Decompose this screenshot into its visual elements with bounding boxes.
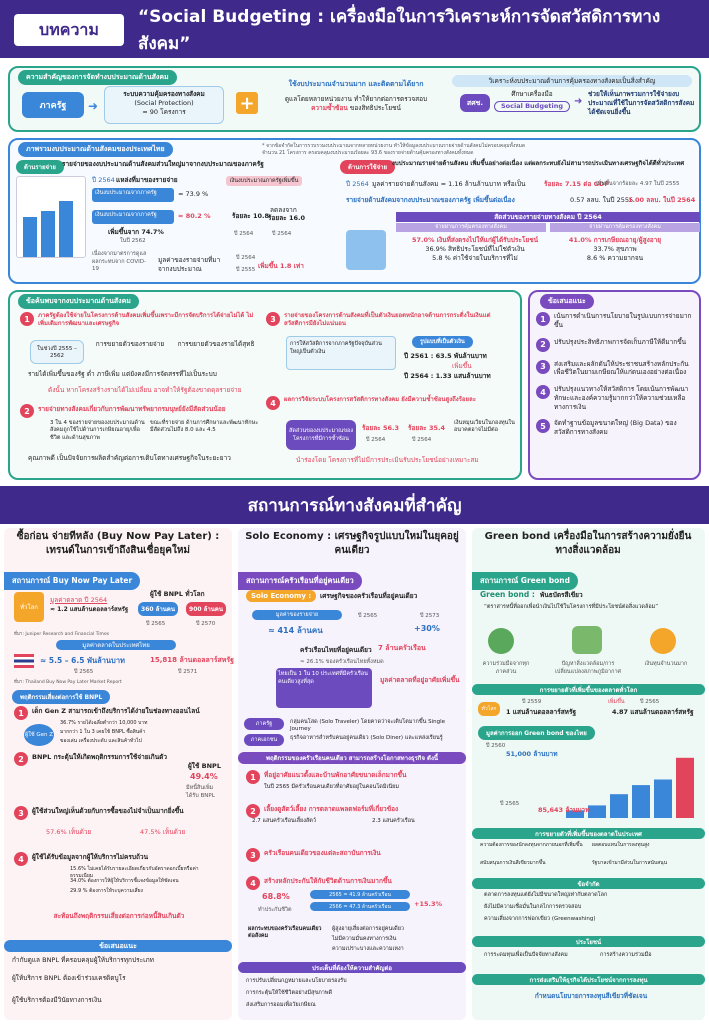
b1: ที่อยู่อาศัยแนวตั้งและบ้านพักอาศัยขนาดเล็กมากขึ้น	[264, 771, 407, 779]
sv: ≈ 414 ล้านคน	[268, 626, 323, 635]
tool-label: ศึกษาเครื่องมือ	[511, 90, 553, 98]
ch1: ความต้องการของนักลงทุนจากภายนอกที่เพิ่มขึ้น	[480, 842, 583, 848]
risk-num: 2	[14, 752, 28, 766]
r16-label: ลดลงจาก	[270, 206, 297, 214]
t1: ภาครัฐ	[244, 718, 284, 730]
th1y: ปี 2565	[74, 669, 94, 675]
warn: สะท้อนถึงพฤติกรรมเสี่ยงต่อการก่อหนี้สินเกินตัว	[53, 912, 185, 920]
r3a: 57.6% เห็นด้วย	[46, 828, 92, 836]
g-tag: ทั่วโลก	[478, 702, 500, 716]
findings-title: ข้อค้นพบจากงบประมาณด้านสังคม	[18, 294, 139, 309]
f2-b: ขณะที่รายจ่าย ด้านการศึกษาและพัฒนาทักษะ มีสัดส่วนไม่ถึง 8.0 และ 4.5	[150, 420, 259, 434]
b4: สร้างหลักประกันให้กับชีวิตด้านการเงินมากขึ้น	[264, 877, 392, 885]
plus-icon: +	[236, 92, 258, 114]
bnpl-sub: สถานการณ์ Buy Now Pay Later	[4, 572, 140, 590]
p3: ความเสี่ยงจากการฟอกเขียว (Greenwashing)	[484, 916, 596, 922]
sr1: 41.0% การเกษียณอายุ/ผู้สูงอายุ	[568, 236, 662, 244]
sp-sub: (Social Protection)	[134, 98, 194, 107]
r16: ร้อยละ 16.0	[268, 214, 305, 222]
p2555: ปี 2555	[236, 267, 256, 273]
r10: ร้อยละ 10.8	[232, 212, 269, 220]
source2-value: ≈ 80.2 %	[178, 212, 211, 220]
r2a: ผู้ใช้ BNPL	[188, 762, 221, 770]
i2: การกระตุ้นให้ใช้ชีวิตอย่างมีสุขภาพดี	[246, 990, 333, 996]
t2d: ธุรกิจอาหารสำหรับคนอยู่คนเดียว (Solo Diner) และแหล่งเรียนรู้	[290, 735, 443, 741]
g2v: 4.87 แสนล้านดอลลาร์สหรัฐ	[612, 708, 694, 716]
b3: ครัวเรือนคนเดียวของแต่ละสถาบันการเงิน	[264, 849, 381, 857]
kr3: ไทยเป็น 1 ใน 10 ประเทศที่มีครัวเรือนคนเดียวสูงที่สุด	[276, 668, 372, 708]
g-title: การขยายตัวที่เพิ่มขึ้นของตลาดทั่วโลก	[472, 684, 705, 695]
b4b: ทำประกันชีวิต	[258, 907, 292, 913]
u1y: ปี 2565	[146, 621, 166, 627]
arrow-icon: ➜	[88, 99, 99, 113]
th2: 15,818 ล้านดอลลาร์สหรัฐ	[150, 656, 234, 664]
finding-1: ภาครัฐต้องใช้จ่ายในโครงการด้านสังคมเพิ่มขึ้นเพราะมีการจัดบริการได้จ่ายไม่ได้ ไม่เพิ่มเติมการพัฒนาและเศรษฐกิจ	[38, 312, 254, 328]
th-chart-title: มูลค่าการออก Green bond ของไทย	[478, 726, 595, 740]
t1d: กลุ่มคนโสด (Solo Traveler) โดยคาดว่าจะเติบโตมากขึ้น Single Journey	[290, 719, 446, 733]
f1-a: การขยายตัวของรายจ่าย	[95, 340, 165, 348]
r2c: มีหนี้สินเพิ่ม	[186, 785, 214, 791]
thailand-flag-icon	[14, 654, 34, 668]
recs-list	[536, 312, 696, 437]
spend-title: รายจ่ายของงบประมาณด้านสังคมส่วนใหญ่มาจากงบประมาณของภาครัฐ	[62, 160, 264, 168]
f1-b: การขยายตัวของรายได้สุทธิ	[177, 340, 255, 348]
overview-note: * จากข้อจำกัดในการรวบรวมงบประมาณจากหลายหน่วยงาน ทำให้ข้อมูลงบประมาณรายจ่ายด้านสังคมไม่ครอบคลุมทั้งหมด	[262, 143, 526, 149]
solo-badge: Solo Economy :	[246, 590, 316, 602]
f1-note2: ดังนั้น หากโครงสร้างรายได้ไม่เปลี่ยน อาจทำให้รัฐต้องขาดดุลรายจ่าย	[48, 386, 242, 394]
rec-item: ปรับปรุงประสิทธิภาพการจัดเก็บภาษีให้ดีมากขึ้น	[554, 337, 687, 346]
r1c: ของเล่น เครื่องประดับ และสินค้าทั่วไป	[60, 738, 142, 744]
th-v1: 51,000 ล้านบาท	[506, 750, 558, 758]
right-title: วิเคราะห์งบประมาณด้านการคุ้มครองทางสังคมเป็นสิ่งสำคัญ	[452, 75, 692, 87]
usage-pill: ด้านการใช้จ่าย	[340, 160, 395, 174]
r4: ผู้ใช้ได้รับข้อมูลจากผู้ให้บริการไม่ครบถ้วน	[32, 853, 149, 861]
risk-title: พฤติกรรมเสี่ยงต่อการใช้ BNPL	[12, 690, 110, 704]
ry2: ปี 2564	[272, 231, 292, 237]
beh-title: พฤติกรรมของครัวเรือนคนเดียว สามารถสร้างโอกาสทางธุรกิจ ดังนี้	[238, 752, 466, 764]
bnpl-global-badge: ทั่วโลก	[14, 592, 44, 622]
gov-increase: เงินงบประมาณภาครัฐเพิ่มขึ้น	[226, 176, 302, 186]
mini-bar	[59, 201, 73, 257]
f3-a: การให้สวัสดิการจากภาครัฐปัจจุบันส่วนใหญ่เป็นตัวเงิน	[286, 336, 396, 370]
rec-item: เน้นการดำเนินการนโยบายในรูปแบบการจ่ายมากขึ้น	[554, 312, 692, 329]
grow-year: ในปี 2562	[120, 238, 146, 244]
r2d: ได้รับ BNPL	[186, 793, 215, 799]
b4e: +15.3%	[414, 900, 442, 908]
u2: 900 ล้านคน	[186, 602, 226, 616]
source1-value: ≈ 73.9 %	[178, 190, 209, 198]
bnpl-src: ที่มา: Juniper Research and Financial Times	[14, 632, 110, 637]
prob-title: ข้อจำกัด	[472, 878, 705, 889]
chart-bar	[610, 794, 628, 818]
u2y: ปี 2570	[196, 621, 216, 627]
u1: 360 ล้านคน	[138, 602, 178, 616]
bn2: การสร้างความร่วมมือ	[600, 952, 652, 958]
f4-r: เงินหมุนเวียนในกองทุนในอนาคตอาจไม่มีต่อ	[454, 420, 515, 434]
care3: ความเปราะบางและความเหงา	[332, 946, 404, 952]
b1d: ในปี 2565 มีครัวเรือนคนเดียวที่อาศัยอยู่ในคอนโดมิเนียม	[264, 784, 399, 790]
b2b: 2.3 แสนครัวเรือน	[372, 818, 415, 824]
f3-up: เพิ่มขึ้น	[452, 362, 472, 370]
earth-icon	[572, 626, 602, 654]
rec-num: 1	[536, 312, 550, 326]
th-y1: ปี 2560	[486, 743, 506, 749]
finding-3-num: 3	[266, 312, 280, 326]
rp1c: เพิ่มขึ้นจากร้อยละ 4.97 ในปี 2555	[596, 181, 680, 187]
recs-title: ข้อเสนอแนะ	[540, 294, 594, 309]
problem-3b: ของสิทธิประโยชน์	[349, 104, 401, 113]
tool-box	[494, 90, 570, 112]
b4c: 2565 = 41.9 ล้านครัวเรือน	[310, 890, 410, 899]
overview-note2: จำนวน 21 โครงการ ครอบคลุมงบประมาณร้อยละ 93.6 ของรายจ่ายด้านคุ้มครองทางสังคมทั้งหมด	[262, 150, 474, 156]
split-left: จ่ายผ่านการคุ้มครองทางสังคม	[396, 223, 546, 232]
sp-title: ระบบความคุ้มครองทางสังคม	[123, 90, 205, 98]
beh-num: 3	[246, 848, 260, 862]
bnpl-market-value: ≈ 1.2 แสนล้านดอลลาร์สหรัฐ	[50, 606, 129, 613]
gb-i1: ความร่วมมือจากทุกภาคส่วน	[482, 661, 530, 675]
chart-bar	[676, 758, 694, 818]
b2: เลี้ยงดูสัตว์เลี้ยง การตลาดแพลตฟอร์มที่เกี่ยวข้อง	[264, 805, 399, 813]
gb-i3: เงินทุนจำนวนมาก	[644, 661, 688, 667]
rec-item: จัดทำฐานข้อมูลขนาดใหญ่ (Big Data) ของสวัสดิการทางสังคม	[554, 419, 677, 437]
overview-title: ภาพรวมงบประมาณด้านสังคมของประเทศไทย	[18, 142, 173, 157]
gb-i2: ปัญหาสิ่งแวดล้อม/การเปลี่ยนแปลงสภาพภูมิอากาศ	[554, 661, 622, 675]
rp1b: ร้อยละ 7.15 ต่อ GDP	[544, 180, 610, 188]
rec-num: 2	[536, 338, 550, 352]
split-right-list	[560, 236, 670, 262]
sl3: 5.8 % ค่าใช้จ่ายในบริการที่ไม่	[432, 253, 518, 262]
f1-period: ในช่วงปี 2555 – 2562	[30, 340, 84, 364]
t2: ภาคเอกชน	[244, 734, 284, 746]
covid-note: เนื่องจากมาตรการดูแลผลกระทบจาก COVID-19	[92, 251, 147, 272]
solo-sub: สถานการณ์ครัวเรือนที่อยู่คนเดียว	[238, 572, 362, 590]
grow-text: เพิ่มขึ้นจาก 74.7%	[108, 228, 164, 236]
f4-y1: ปี 2564	[366, 437, 386, 443]
f3-tag: รูปแบบที่เป็นตัวเงิน	[412, 336, 473, 348]
rec-num: 5	[536, 419, 550, 433]
rec-item: ปรับปรุงแนวทางให้สวัสดิการ โดยเน้นการพัฒนาทักษะและองค์ความรู้มากกว่าให้ความช่วยเหลือทางการเงิน	[554, 385, 689, 411]
gb-label: Green bond :	[480, 590, 535, 599]
finding-2-num: 2	[20, 404, 34, 418]
mini-bar	[41, 211, 55, 257]
ry1: ปี 2564	[234, 231, 254, 237]
r4b: 34.0% ต้องการให้ผู้ให้บริการชี้แจงข้อมูลให้ชัดเจน	[70, 878, 179, 884]
bnpl-head: ซื้อก่อน จ่ายทีหลัง (Buy Now Pay Later) : เทรนด์ในการเข้าถึงสินเชื่อยุคใหม่	[16, 531, 220, 556]
end-title: การส่งเสริมให้ธุรกิจได้ประโยชน์จากการลงทุน	[472, 974, 705, 985]
finding-3: รายจ่ายของโครงการด้านสังคมที่เป็นตัวเงินยอดหนักอาจด้านการกระดิ่งในเงินแต่สวัสดิการมียังไม่แน่นอน	[284, 312, 491, 328]
i1: การปรับเปลี่ยนกฎหมายและนโยบายรองรับ	[246, 978, 347, 984]
kr1: 7 ล้านครัวเรือน	[378, 644, 426, 652]
sr3: 8.6 % ความยากจน	[586, 253, 644, 262]
rp1: มูลค่ารายจ่ายด้านสังคม ≈ 1.16 ล้านล้านบาท หรือเป็น	[372, 180, 526, 188]
mini-bar	[23, 217, 37, 257]
proj-mult: เพิ่มขึ้น 1.8 เท่า	[258, 262, 304, 270]
nesdc-badge: สศช.	[460, 94, 490, 112]
p2564: ปี 2564	[236, 255, 256, 261]
gb-sub: สถานการณ์ Green bond	[472, 572, 578, 590]
gov-box: ภาครัฐ	[22, 92, 84, 118]
sv-y2: ปี 2573	[420, 613, 440, 619]
th2y: ปี 2571	[178, 669, 198, 675]
sv-label: มูลค่าของรายจ่าย	[252, 610, 342, 620]
source2-label: เงินงบประมาณจากภาครัฐ	[92, 210, 174, 224]
section-title: ความสำคัญของการจัดทำงบประมาณด้านสังคม	[18, 70, 177, 85]
sl2: 36.9% สิทธิประโยชน์ที่ไม่ใช่ตัวเงิน	[425, 244, 525, 253]
p1: ตลาดการลงทุนแต่ยังไม่มีขนาดใหญ่เท่ากับตลาดโลก	[484, 892, 608, 898]
sl1: 57.0% เงินที่ส่งตรงไปให้แก่ผู้ได้รับประโยชน์	[411, 236, 539, 244]
r1b: มากกว่า 1 ใน 3 เคยใช้ BNPL ซื้อสินค้า	[60, 729, 146, 735]
bnpl-users: ผู้ใช้ BNPL ทั่วโลก	[150, 590, 205, 598]
finding-1-num: 1	[20, 312, 34, 326]
care1: ผู้สูงอายุเสี่ยงต่อการอยู่คนเดียว	[332, 926, 404, 932]
gb-desc: พันธบัตรสีเขียว	[540, 591, 583, 599]
chal-title: การขยายตัวที่เพิ่มขึ้นของตลาดในประเทศ	[472, 828, 705, 839]
r3: ผู้ใช้ส่วนใหญ่เห็นด้วยกับการซื้อของไม่จำเป็นมากยิ่งขึ้น	[32, 807, 184, 815]
r3b: 47.5% เห็นด้วย	[140, 828, 186, 836]
chart-bar	[654, 780, 672, 819]
f4-a: สัดส่วนของงบประมาณของโครงการที่มีการซ้ำซ้อน	[286, 420, 356, 450]
r4a: 15.6% ไม่เคยได้รับรายละเอียดเกี่ยวกับอัตราดอกเบี้ยหรือค่าธรรมเนียม	[70, 866, 199, 879]
solo-desc: เศรษฐกิจของครัวเรือนที่อยู่คนเดียว	[320, 592, 418, 600]
care: ผลกระทบของครัวเรือนคนเดียวต่อสังคม	[248, 926, 322, 940]
rp2a: 0.57 ลลบ. ในปี 2555	[570, 196, 634, 204]
r1: เด็ก Gen Z สามารถเข้าถึงบริการได้ง่ายในช่องทางออนไลน์	[32, 707, 200, 715]
r2: BNPL กระตุ้นให้เกิดพฤติกรรมการใช้จ่ายเกินตัว	[32, 753, 168, 761]
rec-title: ข้อเสนอแนะ	[4, 940, 232, 952]
ch2: ผลตอบแทนในการลงทุนสูง	[592, 842, 650, 848]
section-band: สถานการณ์ทางสังคมที่สำคัญ	[0, 486, 709, 524]
g2: ปี 2565	[640, 699, 660, 705]
sv-p: +30%	[414, 624, 440, 633]
end2: กำหนดนโยบายการลงทุนสีเขียวที่ชัดเจน	[534, 992, 648, 1000]
p2: ยังไม่มีความเชื่อมั่นในกลไกการตรวจสอบ	[484, 904, 582, 910]
tool-name: Social Budgeting	[494, 101, 570, 112]
page-title: “Social Budgeting : เครื่องมือในการวิเคราะห์การจัดสวัสดิการทางสังคม”	[138, 7, 661, 54]
risk-num: 3	[14, 806, 28, 820]
problem-box	[266, 80, 446, 128]
th-src: ที่มา: Thailand Buy Now Pay Later Market Report	[14, 680, 122, 685]
g1: ปี 2559	[522, 699, 542, 705]
ch4: รัฐบาลเข้ามามีส่วนในการสนับสนุน	[592, 860, 668, 866]
source1-label: เงินงบประมาณจากภาครัฐ	[92, 188, 174, 202]
finding-4-num: 4	[266, 396, 280, 410]
f4-y2: ปี 2564	[412, 437, 432, 443]
handshake-icon	[488, 628, 514, 654]
f3-v2: ปี 2564 : 1.33 แสนล้านบาท	[404, 372, 491, 380]
social-protection-box	[104, 86, 224, 124]
i3: ส่งเสริมการออมเพื่อวัยเกษียณ	[246, 1002, 316, 1008]
mini-bar-chart	[16, 176, 86, 258]
result-text: ช่วยให้เห็นภาพรวมการใช้จ่ายงบประมาณที่ใช้ในการจัดสวัสดิการสังคมได้ชัดเจนยิ่งขึ้น	[588, 90, 695, 116]
kr-note: มูลค่าตลาดที่อยู่อาศัยเพิ่มขึ้น	[380, 676, 460, 684]
bn1: การระดมทุนเพื่อเป็นปัจจัยทางสังคม	[484, 952, 568, 958]
g-up: เพิ่มขึ้น	[608, 699, 625, 705]
f1-note: รายได้เพิ่มขึ้นของรัฐ ต่ำ ภาษีเพิ่ม แต่ยังคงมีการจัดสรรที่ไม่เป็นระบบ	[28, 370, 217, 378]
gb-head: Green bond เครื่องมือในการสร้างความยั่งยืนทางสิ่งแวดล้อม	[484, 531, 692, 556]
split-left-list	[410, 236, 540, 262]
genz: ผู้ใช้ Gen Z	[24, 724, 54, 746]
beh-num: 2	[246, 804, 260, 818]
finding-2: รายจ่ายทางสังคมเกี่ยวกับการพัฒนาทรัพยากรมนุษย์ยังมีสัดส่วนน้อย	[38, 405, 226, 413]
solo-head: Solo Economy : เศรษฐกิจรูปแบบใหม่ในยุคอยู่คนเดียว	[245, 531, 459, 556]
gb-quote: “ตราสารหนี้ที่ออกเพื่อนำเงินไปใช้ในโครงการที่มีประโยชน์ต่อสิ่งแวดล้อม”	[484, 604, 659, 610]
g1v: 1 แสนล้านดอลลาร์สหรัฐ	[506, 708, 577, 716]
problem-2: ดูแลโดยหลายหน่วยงาน ทำให้ยากต่อการตรวจสอบ	[284, 95, 428, 104]
f4-note: นำร่องโดย โครงการที่ไม่มีการประเมินรับประโยชน์อย่างเหมาะสม	[296, 456, 479, 464]
th-title: มูลค่าตลาดในประเทศไทย	[56, 640, 176, 650]
b2a: 2.7 แสนครัวเรือนเลี้ยงสัตว์	[252, 818, 316, 824]
usage-title: งบประมาณรายจ่ายด้านสังคม เพิ่มขึ้นอย่างต่อเนื่อง แต่ผลกระทบยังไม่สามารถประเมินทางเศรษฐกิจได้ดีทั่วประเทศ	[392, 160, 685, 167]
split-title: สัดส่วนของรายจ่ายทางสังคม ปี 2564	[396, 212, 700, 222]
f4-v1: ร้อยละ 56.3	[362, 424, 399, 432]
spend-pill: ด้านรายจ่าย	[16, 160, 64, 174]
f2-note: คุณภาพดี เป็นปัจจัยการผลิตสำคัญต่อการเติบโตทางเศรษฐกิจในระยะยาว	[28, 454, 231, 462]
rp2: รายจ่ายด้านสังคมจากงบประมาณของภาครัฐ เพิ่มขึ้นต่อเนื่อง	[346, 196, 515, 204]
kr2: ≈ 26.1% ของครัวเรือนไทยทั้งหมด	[300, 659, 384, 665]
rp2b: 1.00 ลลบ. ในปี 2564	[628, 196, 696, 204]
split-right: จ่ายผ่านการคุ้มครองทางสังคม	[550, 223, 700, 232]
header-tag: บทความ	[14, 14, 124, 46]
th-v2: 85,643 ล้านบาท	[538, 806, 590, 814]
b4d: 2566 = 47.3 ล้านครัวเรือน	[310, 902, 410, 911]
kr: ครัวเรือนไทยที่อยู่คนเดียว	[300, 646, 372, 654]
care2: ไม่มีความมั่นคงทางการเงิน	[332, 936, 397, 942]
arrow-icon: ➜	[574, 96, 583, 107]
rec-num: 4	[536, 385, 550, 399]
problem-3: ความซ้ำซ้อน	[311, 104, 348, 113]
finding-4: ผลการวิจัยระบบโครงการสวัสดิการทางสังคม ยังมีความซ้ำซ้อนสูงถึงร้อยละ	[284, 396, 476, 403]
th1: ≈ 5.5 – 6.5 พันล้านบาท	[40, 656, 125, 665]
risk-num: 4	[14, 852, 28, 866]
r4c: 29.9 % ต้องการให้ระบุความเสี่ยง	[70, 888, 143, 894]
issue-title: ประเด็นที่ต้องให้ความสำคัญต่อ	[238, 962, 466, 973]
rec-item: ส่งเสริมและผลักดันให้ประชาชนสร้างหลักประกันเพื่อชีวิตในยามเกษียณให้แก่ตนเองอย่างต่อเนื่อง	[554, 359, 689, 377]
chart-bar	[588, 805, 606, 818]
rec3: ผู้ใช้บริการต้องมีวินัยทางการเงิน	[12, 996, 102, 1004]
th-y2: ปี 2565	[500, 801, 520, 807]
money-bag-icon	[650, 628, 676, 654]
f4-v2: ร้อยละ 35.4	[408, 424, 445, 432]
sr2: 33.7% สุขภาพ	[593, 244, 637, 253]
rec-num: 3	[536, 360, 550, 374]
rp1-year: ปี 2564	[346, 180, 369, 188]
ben-title: ประโยชน์	[472, 936, 705, 947]
f3-v1: ปี 2561 : 63.5 พันล้านบาท	[404, 352, 487, 360]
r2b: 49.4%	[190, 772, 218, 781]
sv-y: ปี 2565	[358, 613, 378, 619]
source-label: แหล่งที่มาของรายจ่าย	[116, 176, 178, 184]
beh-num: 4	[246, 876, 260, 890]
ch3: สนับสนุนการเงินสีเขียวมากขึ้น	[480, 860, 546, 866]
money-icon	[346, 230, 386, 270]
rec1: กำกับดูแล BNPL ที่ครอบคลุมผู้ให้บริการทุกประเภท	[12, 956, 154, 964]
proj-text: มูลค่าของรายจ่ายที่มาจากงบประมาณ	[158, 256, 221, 273]
chart-bar	[632, 785, 650, 818]
f2-a: 3 ใน 4 ของรายจ่ายของงบประมาณด้านสังคมถูกใช้ไปด้านการเกษียณอายุ/เพื่อชีวิต และด้านสุขภาพ	[50, 420, 145, 441]
problem-1: ใช้งบประมาณจำนวนมาก และติดตามได้ยาก	[288, 80, 424, 88]
sp-count: ≈ 90 โครงการ	[142, 107, 186, 116]
risk-num: 1	[14, 706, 28, 720]
r1a: 36.7% รายได้เฉลี่ยต่ำกว่า 10,000 บาท	[60, 720, 148, 726]
beh-num: 1	[246, 770, 260, 784]
bnpl-market-label: มูลค่าตลาด ปี 2564	[50, 596, 108, 604]
rec2: ผู้ให้บริการ BNPL ต้องเข้าร่วมเครดิตบูโร	[12, 974, 126, 982]
y2564: ปี 2564	[92, 176, 115, 184]
b4a: 68.8%	[262, 892, 290, 901]
